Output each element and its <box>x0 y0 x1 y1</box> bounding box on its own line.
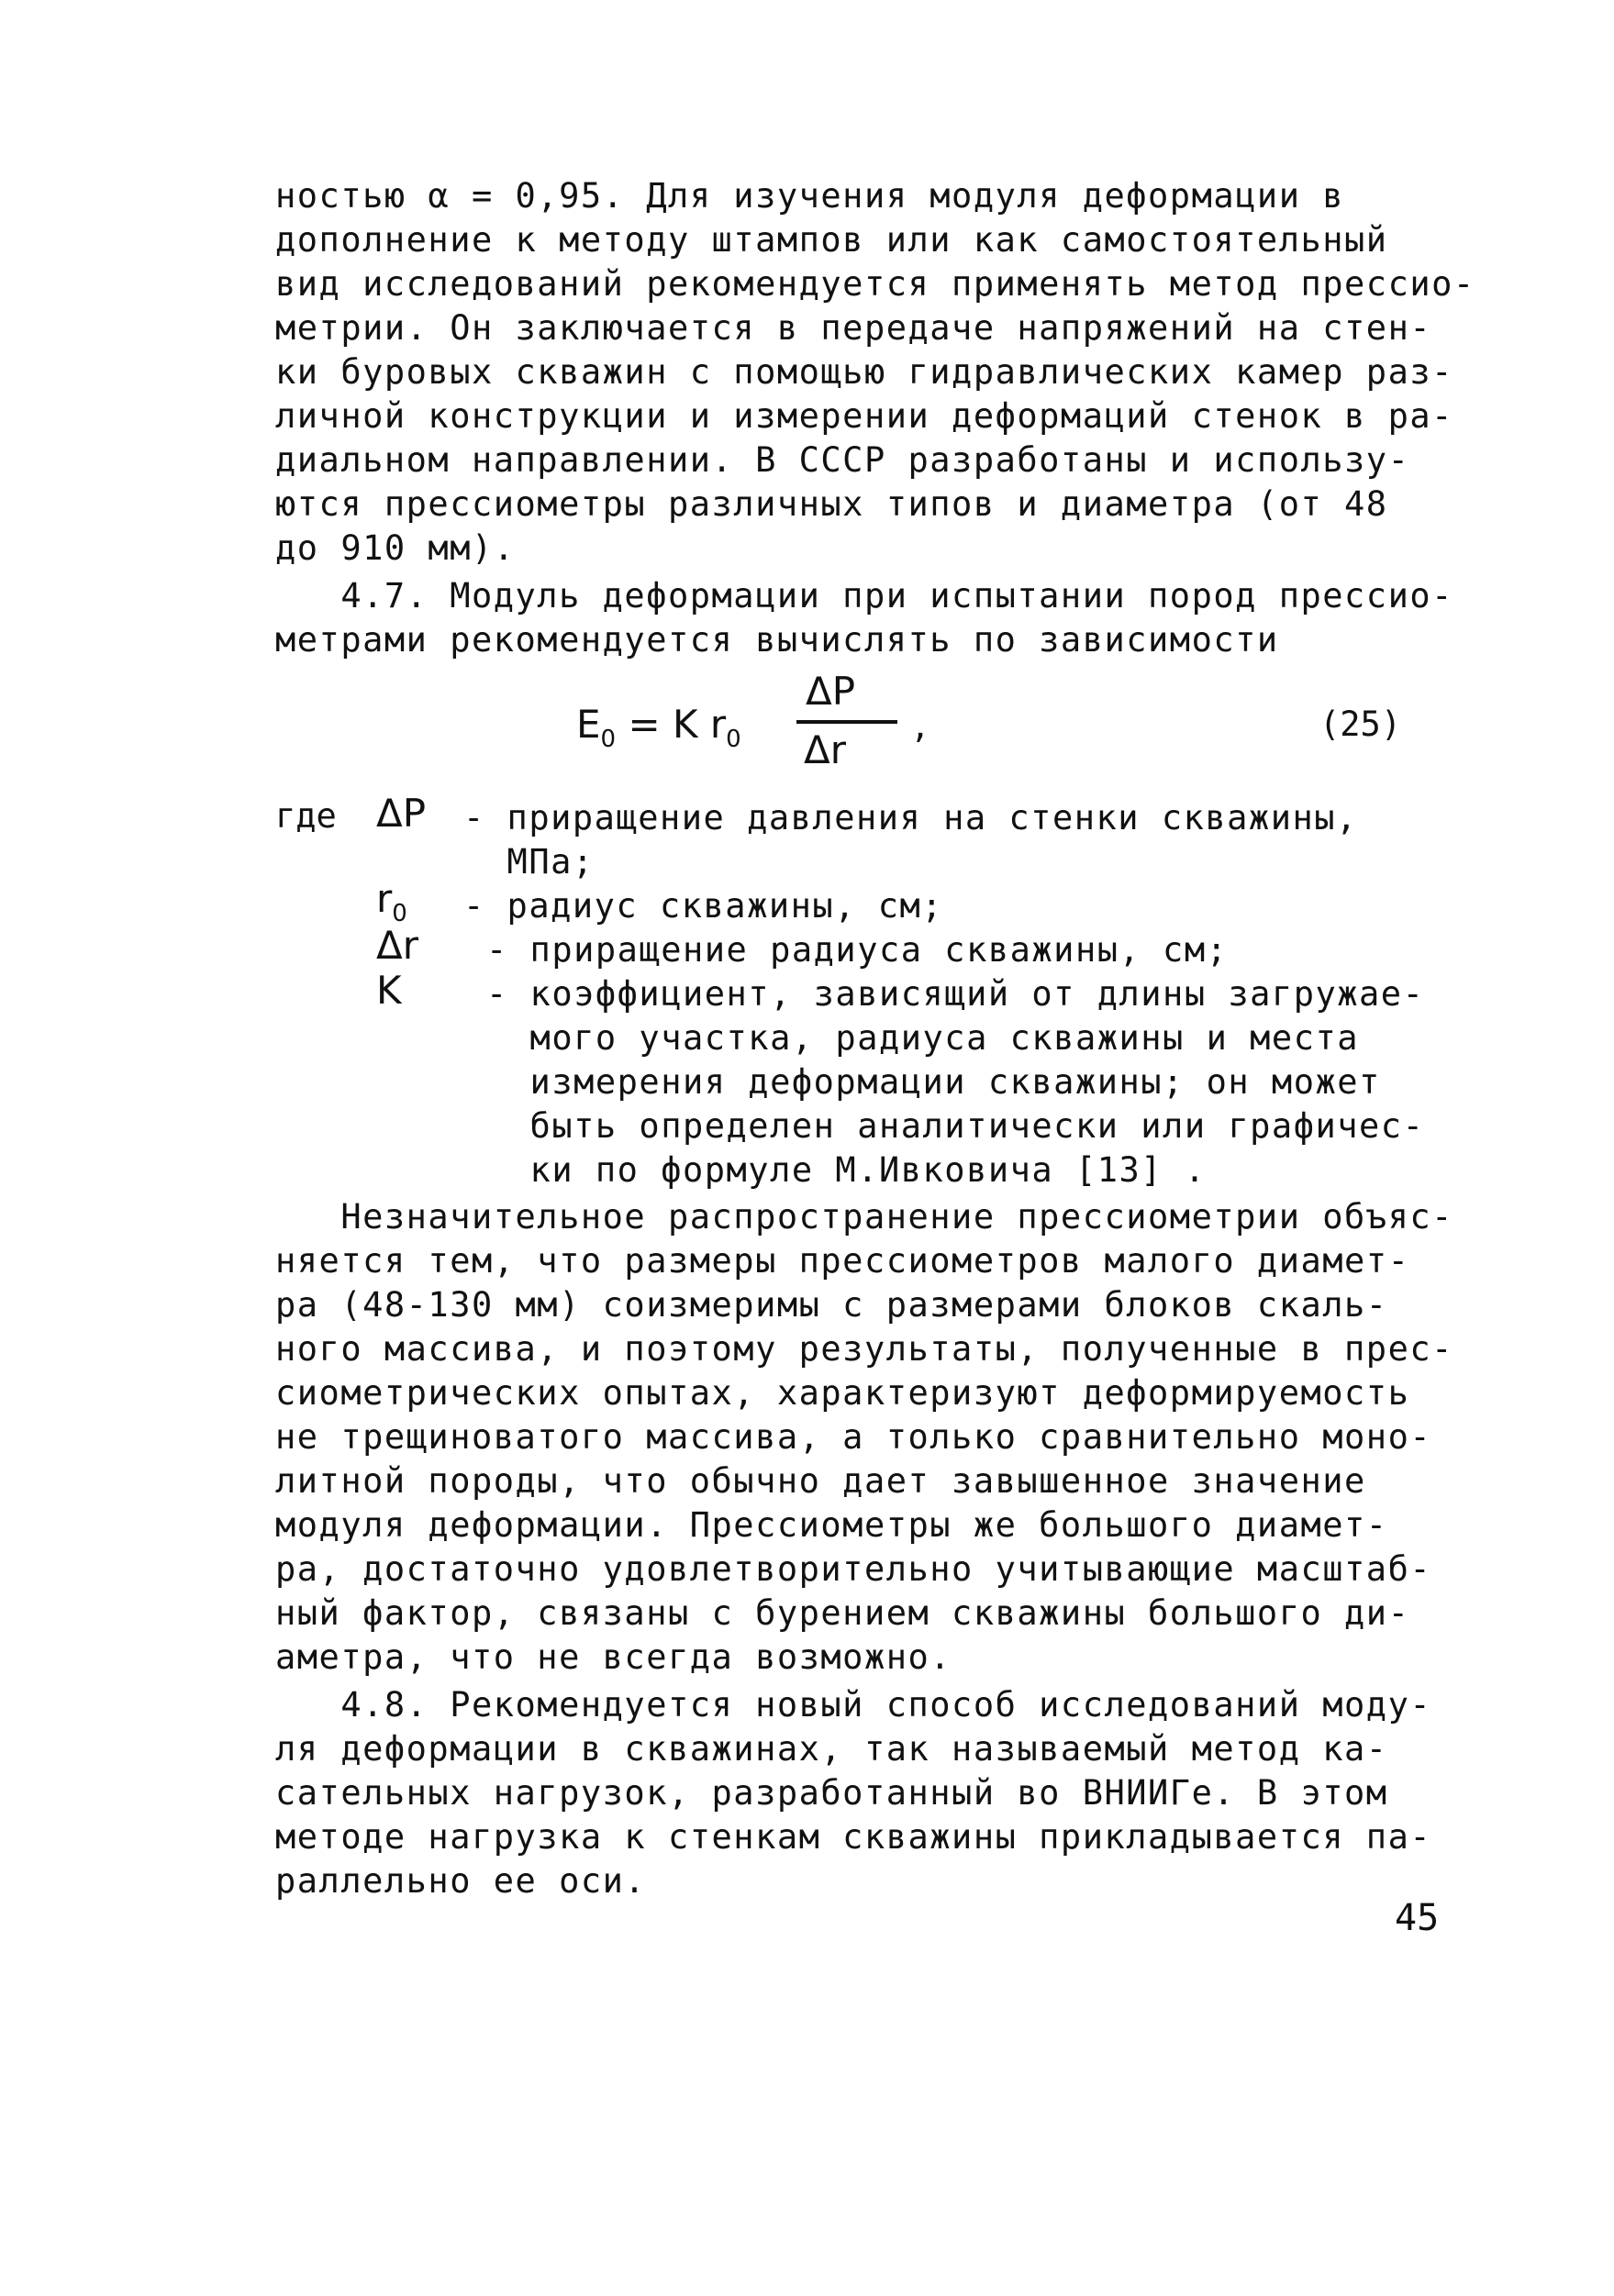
para4-line-2: ля деформации в скважинах, так называемый метод ка- <box>275 1729 1388 1769</box>
para4-line-4: методе нагрузка к стенкам скважины прикладывается па- <box>275 1817 1432 1857</box>
definition-delta-r-line-1: - приращение радиуса скважины, см; <box>486 930 1229 970</box>
definition-k-line-4: быть определен аналитически или графичес- <box>486 1106 1425 1146</box>
definition-delta-p-line-1: - приращение давления на стенки скважины, <box>463 798 1358 837</box>
formula-E: E <box>576 702 601 747</box>
formula-numerator: ΔP <box>806 669 856 714</box>
para1-line-8: ются прессиометры различных типов и диаметра (от 48 <box>275 484 1388 524</box>
definition-k-line-5: ки по формуле М.Ивковича [13] . <box>486 1150 1207 1190</box>
para3-line-3: ра (48-130 мм) соизмеримы с размерами блоков скаль- <box>275 1285 1388 1325</box>
para3-line-1: Незначительное распространение прессиометрии объяс- <box>275 1197 1453 1237</box>
formula-25 <box>576 669 962 784</box>
equation-number: (25) <box>1319 704 1402 744</box>
para1-line-5: ки буровых скважин с помощью гидравлических камер раз- <box>275 352 1453 392</box>
definition-k-line-1: - коэффициент, зависящий от длины загружае- <box>486 974 1425 1014</box>
para3-line-6: не трещиноватого массива, а только сравнительно моно- <box>275 1417 1432 1457</box>
para4-line-3: сательных нагрузок, разработанный во ВНИИГе. В этом <box>275 1773 1388 1813</box>
para1-line-7: диальном направлении. В СССР разработаны и использу- <box>275 440 1410 480</box>
para3-line-5: сиометрических опытах, характеризуют деформируемость <box>275 1373 1410 1413</box>
definition-r0-line-1: - радиус скважины, см; <box>463 886 944 926</box>
fraction-bar <box>796 720 897 724</box>
para3-line-10: ный фактор, связаны с бурением скважины большого ди- <box>275 1593 1410 1633</box>
definition-symbol-k: K <box>376 968 402 1013</box>
definition-k-line-3: измерения деформации скважины; он может <box>486 1062 1381 1102</box>
para3-line-7: литной породы, что обычно дает завышенное значение <box>275 1461 1366 1501</box>
symbol-r: r <box>376 876 393 921</box>
para1-line-9: до 910 мм). <box>275 528 516 568</box>
symbol-r-subscript: 0 <box>392 900 407 927</box>
formula-r-subscript: 0 <box>726 726 741 753</box>
para3-line-11: аметра, что не всегда возможно. <box>275 1637 952 1677</box>
para3-line-4: ного массива, и поэтому результаты, полученные в прес- <box>275 1329 1453 1369</box>
para3-line-9: ра, достаточно удовлетворительно учитывающие масштаб- <box>275 1549 1432 1589</box>
para1-line-3: вид исследований рекомендуется применять метод прессио- <box>275 264 1475 304</box>
para1-line-4: метрии. Он заключается в передаче напряжений на стен- <box>275 308 1432 348</box>
formula-K-r: = K r <box>616 702 727 747</box>
para1-line-1: ностью α = 0,95. Для изучения модуля деформации в <box>275 176 1345 216</box>
definition-symbol-r0 <box>376 876 407 927</box>
formula-comma: , <box>914 702 927 747</box>
para1-line-6: личной конструкции и измерении деформаций стенок в ра- <box>275 396 1453 436</box>
para4-line-1: 4.8. Рекомендуется новый способ исследований моду- <box>275 1685 1432 1725</box>
para4-line-5: раллельно ее оси. <box>275 1861 647 1901</box>
page-number: 45 <box>1395 1897 1440 1939</box>
formula-E-subscript: 0 <box>600 726 617 753</box>
definitions-intro: где <box>275 796 337 836</box>
para1-line-2: дополнение к методу штампов или как самостоятельный <box>275 220 1388 260</box>
para2-line-2: метрами рекомендуется вычислять по зависимости <box>275 620 1279 660</box>
para2-line-1: 4.7. Модуль деформации при испытании пород прессио- <box>275 576 1453 616</box>
formula-lhs <box>576 702 741 753</box>
definition-delta-p-line-2: МПа; <box>463 842 595 882</box>
para3-line-8: модуля деформации. Прессиометры же большого диамет- <box>275 1505 1388 1545</box>
definition-k-line-2: мого участка, радиуса скважины и места <box>486 1018 1360 1058</box>
definition-symbol-delta-r: Δr <box>376 923 418 968</box>
para3-line-2: няется тем, что размеры прессиометров малого диамет- <box>275 1241 1410 1281</box>
formula-denominator: Δr <box>804 727 846 772</box>
definition-symbol-delta-p: ΔP <box>376 791 427 836</box>
